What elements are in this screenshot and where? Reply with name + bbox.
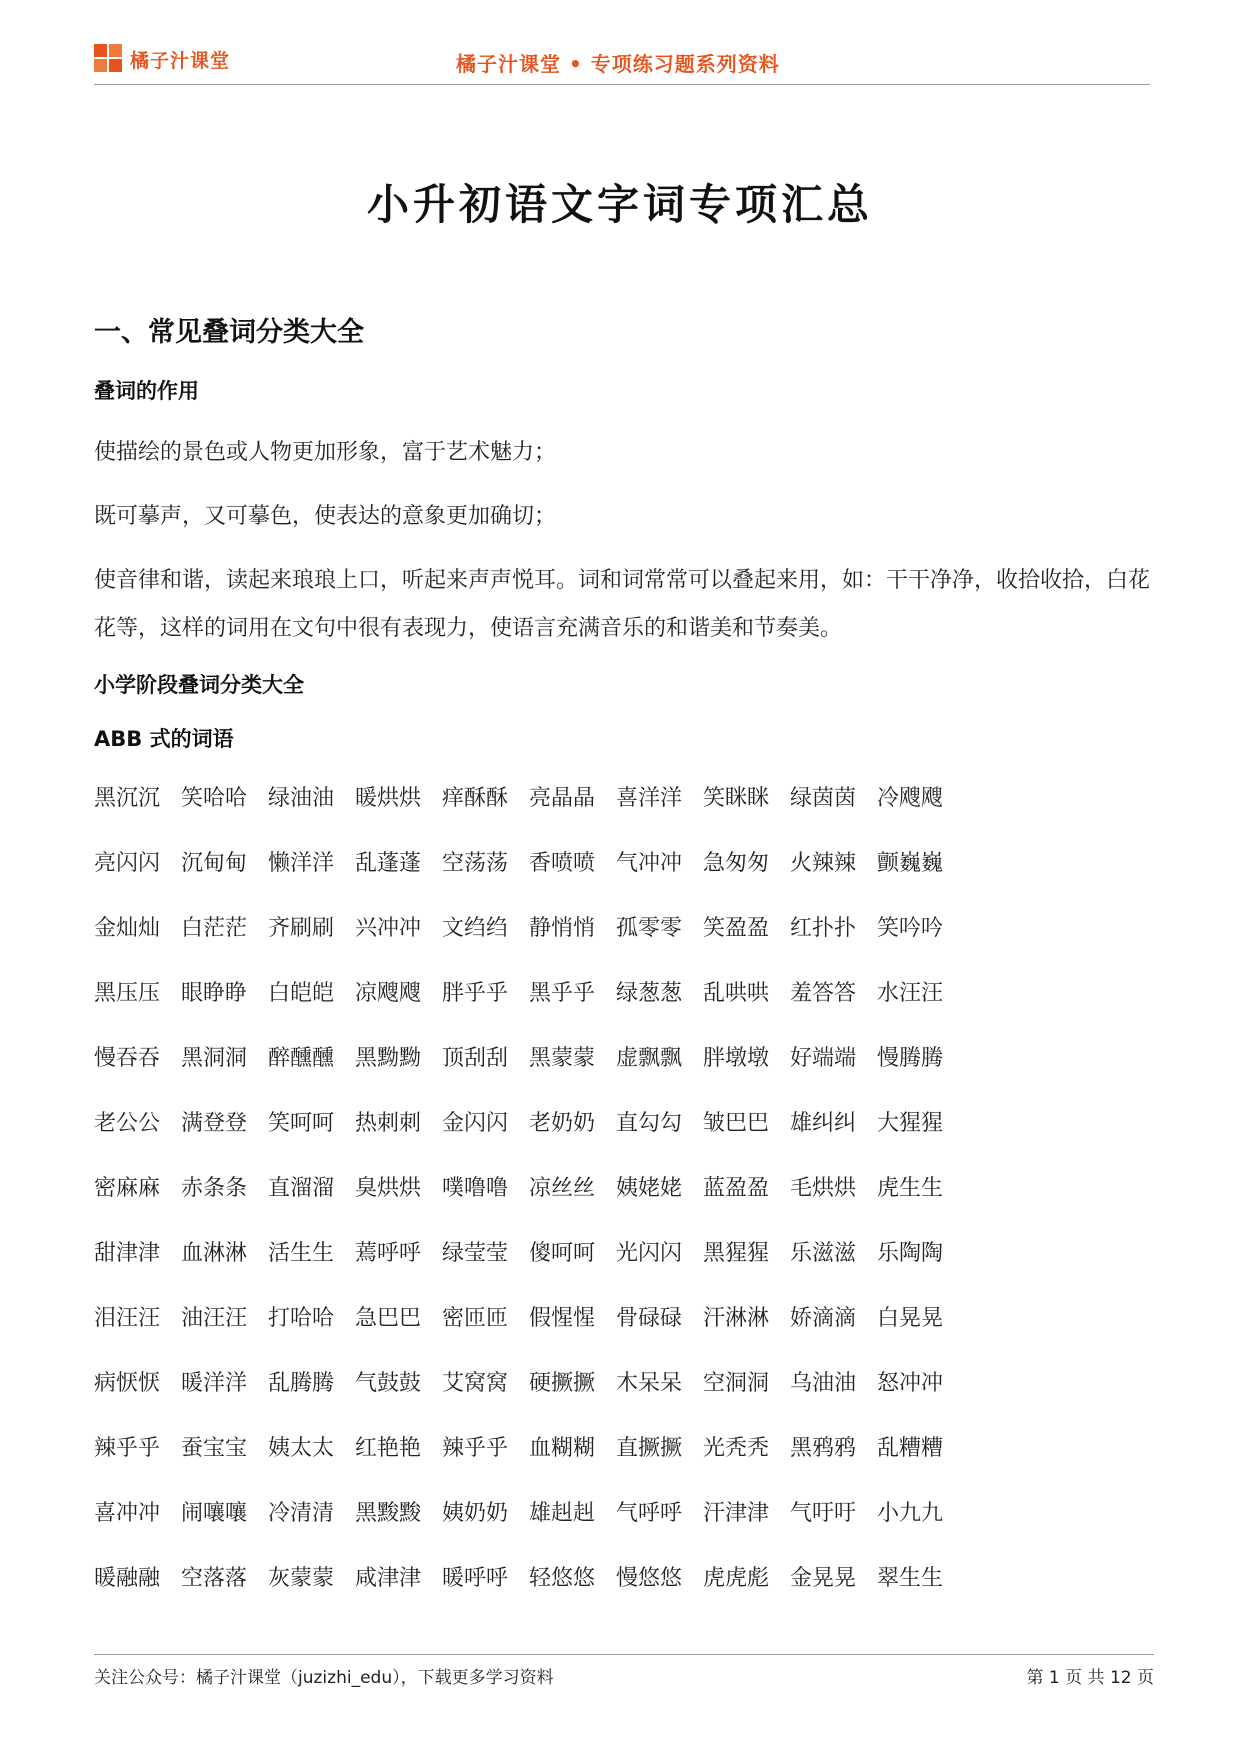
word-item: 雄赳赳 xyxy=(529,1501,596,1526)
word-item: 笑哈哈 xyxy=(181,786,248,811)
word-item: 蚕宝宝 xyxy=(181,1436,248,1461)
word-item: 慢悠悠 xyxy=(616,1566,683,1591)
word-item: 乱糟糟 xyxy=(877,1436,944,1461)
word-item: 假惺惺 xyxy=(529,1306,596,1331)
word-item: 气冲冲 xyxy=(616,851,683,876)
brand-logo xyxy=(94,44,230,74)
word-item: 傻呵呵 xyxy=(529,1241,596,1266)
word-item: 骨碌碌 xyxy=(616,1306,683,1331)
word-item: 慢吞吞 xyxy=(94,1046,161,1071)
word-item: 好端端 xyxy=(790,1046,857,1071)
word-item: 虚飘飘 xyxy=(616,1046,683,1071)
word-item: 香喷喷 xyxy=(529,851,596,876)
word-item: 小九九 xyxy=(877,1501,944,1526)
section-heading: 一、常见叠词分类大全 xyxy=(94,317,364,348)
word-item: 乱哄哄 xyxy=(703,981,770,1006)
word-item: 闹嚷嚷 xyxy=(181,1501,248,1526)
word-item: 急匆匆 xyxy=(703,851,770,876)
word-item: 痒酥酥 xyxy=(442,786,509,811)
word-item: 血淋淋 xyxy=(181,1241,248,1266)
word-item: 姨奶奶 xyxy=(442,1501,509,1526)
word-item: 乌油油 xyxy=(790,1371,857,1396)
word-row xyxy=(94,1232,1154,1275)
word-item: 辣乎乎 xyxy=(442,1436,509,1461)
word-item: 气吁吁 xyxy=(790,1501,857,1526)
word-item: 暖烘烘 xyxy=(355,786,422,811)
word-item: 笑眯眯 xyxy=(703,786,770,811)
word-item: 黑鸦鸦 xyxy=(790,1436,857,1461)
word-row xyxy=(94,1557,1154,1600)
word-item: 白晃晃 xyxy=(877,1306,944,1331)
word-item: 雄纠纠 xyxy=(790,1111,857,1136)
word-item: 火辣辣 xyxy=(790,851,857,876)
word-item: 沉甸甸 xyxy=(181,851,248,876)
word-item: 齐刷刷 xyxy=(268,916,335,941)
header-title: 橘子汁课堂 • 专项练习题系列资料 xyxy=(456,52,780,76)
word-item: 暖呼呼 xyxy=(442,1566,509,1591)
logo-squares-icon xyxy=(94,44,124,74)
word-item: 硬撅撅 xyxy=(529,1371,596,1396)
document-body xyxy=(94,300,1154,1622)
word-item: 皱巴巴 xyxy=(703,1111,770,1136)
word-row xyxy=(94,972,1154,1015)
word-row xyxy=(94,1492,1154,1535)
word-item: 泪汪汪 xyxy=(94,1306,161,1331)
word-item: 密麻麻 xyxy=(94,1176,161,1201)
word-item: 亮晶晶 xyxy=(529,786,596,811)
word-item: 凉丝丝 xyxy=(529,1176,596,1201)
word-item: 艾窝窝 xyxy=(442,1371,509,1396)
subheading-abb: ABB 式的词语 xyxy=(94,727,234,751)
word-item: 密匝匝 xyxy=(442,1306,509,1331)
word-item: 姨姥姥 xyxy=(616,1176,683,1201)
word-row xyxy=(94,842,1154,885)
word-item: 笑盈盈 xyxy=(703,916,770,941)
word-item: 胖墩墩 xyxy=(703,1046,770,1071)
logo-text: 橘子汁课堂 xyxy=(130,49,231,72)
word-item: 噗噜噜 xyxy=(442,1176,509,1201)
word-item: 红扑扑 xyxy=(790,916,857,941)
word-item: 大猩猩 xyxy=(877,1111,944,1136)
abb-word-list xyxy=(94,777,1154,1600)
document-title: 小升初语文字词专项汇总 xyxy=(366,180,873,229)
word-item: 娇滴滴 xyxy=(790,1306,857,1331)
word-item: 乐陶陶 xyxy=(877,1241,944,1266)
word-item: 孤零零 xyxy=(616,916,683,941)
word-item: 灰蒙蒙 xyxy=(268,1566,335,1591)
word-item: 喜洋洋 xyxy=(616,786,683,811)
word-item: 暖洋洋 xyxy=(181,1371,248,1396)
word-item: 黑沉沉 xyxy=(94,786,161,811)
word-row xyxy=(94,1427,1154,1470)
word-item: 咸津津 xyxy=(355,1566,422,1591)
word-item: 姨太太 xyxy=(268,1436,335,1461)
word-row xyxy=(94,907,1154,950)
paragraph: 使音律和谐，读起来琅琅上口，听起来声声悦耳。词和词常常可以叠起来用，如：干干净净，收拾收拾，白花花等，这样的词用在文句中很有表现力，使语言充满音乐的和谐美和节奏美。 xyxy=(94,568,1151,641)
word-item: 怒冲冲 xyxy=(877,1371,944,1396)
word-row xyxy=(94,1102,1154,1145)
word-item: 老公公 xyxy=(94,1111,161,1136)
word-item: 绿葱葱 xyxy=(616,981,683,1006)
word-item: 活生生 xyxy=(268,1241,335,1266)
word-item: 病恹恹 xyxy=(94,1371,161,1396)
word-row xyxy=(94,1167,1154,1210)
word-item: 黑乎乎 xyxy=(529,981,596,1006)
word-item: 急巴巴 xyxy=(355,1306,422,1331)
word-item: 甜津津 xyxy=(94,1241,161,1266)
word-item: 慢腾腾 xyxy=(877,1046,944,1071)
word-item: 辣乎乎 xyxy=(94,1436,161,1461)
page-header xyxy=(94,40,1150,85)
word-item: 黑压压 xyxy=(94,981,161,1006)
word-item: 金灿灿 xyxy=(94,916,161,941)
word-item: 光闪闪 xyxy=(616,1241,683,1266)
word-item: 乱蓬蓬 xyxy=(355,851,422,876)
word-item: 静悄悄 xyxy=(529,916,596,941)
word-item: 白茫茫 xyxy=(181,916,248,941)
word-item: 翠生生 xyxy=(877,1566,944,1591)
word-item: 绿茵茵 xyxy=(790,786,857,811)
word-item: 轻悠悠 xyxy=(529,1566,596,1591)
word-item: 木呆呆 xyxy=(616,1371,683,1396)
word-item: 笑呵呵 xyxy=(268,1111,335,1136)
page-footer xyxy=(94,1654,1154,1688)
word-row xyxy=(94,1037,1154,1080)
subheading-role: 叠词的作用 xyxy=(94,379,199,403)
word-item: 冷清清 xyxy=(268,1501,335,1526)
word-item: 冷飕飕 xyxy=(877,786,944,811)
word-item: 空洞洞 xyxy=(703,1371,770,1396)
paragraph: 使描绘的景色或人物更加形象，富于艺术魅力； xyxy=(94,440,557,465)
word-item: 红艳艳 xyxy=(355,1436,422,1461)
word-item: 黑洞洞 xyxy=(181,1046,248,1071)
word-item: 兴冲冲 xyxy=(355,916,422,941)
word-item: 黑猩猩 xyxy=(703,1241,770,1266)
word-item: 水汪汪 xyxy=(877,981,944,1006)
word-item: 臭烘烘 xyxy=(355,1176,422,1201)
word-item: 毛烘烘 xyxy=(790,1176,857,1201)
word-item: 打哈哈 xyxy=(268,1306,335,1331)
word-item: 光秃秃 xyxy=(703,1436,770,1461)
word-item: 绿莹莹 xyxy=(442,1241,509,1266)
word-item: 老奶奶 xyxy=(529,1111,596,1136)
word-item: 汗淋淋 xyxy=(703,1306,770,1331)
word-item: 乐滋滋 xyxy=(790,1241,857,1266)
word-item: 气鼓鼓 xyxy=(355,1371,422,1396)
word-row xyxy=(94,1297,1154,1340)
word-row xyxy=(94,777,1154,820)
word-item: 虎虎彪 xyxy=(703,1566,770,1591)
word-item: 懒洋洋 xyxy=(268,851,335,876)
word-item: 羞答答 xyxy=(790,981,857,1006)
word-item: 绿油油 xyxy=(268,786,335,811)
word-item: 蔫呼呼 xyxy=(355,1241,422,1266)
word-item: 颤巍巍 xyxy=(877,851,944,876)
word-item: 凉飕飕 xyxy=(355,981,422,1006)
word-item: 直溜溜 xyxy=(268,1176,335,1201)
word-row xyxy=(94,1362,1154,1405)
word-item: 醉醺醺 xyxy=(268,1046,335,1071)
word-item: 热刺刺 xyxy=(355,1111,422,1136)
word-item: 汗津津 xyxy=(703,1501,770,1526)
word-item: 气呼呼 xyxy=(616,1501,683,1526)
word-item: 赤条条 xyxy=(181,1176,248,1201)
word-item: 油汪汪 xyxy=(181,1306,248,1331)
paragraph: 既可摹声，又可摹色，使表达的意象更加确切； xyxy=(94,504,557,529)
word-item: 文绉绉 xyxy=(442,916,509,941)
word-item: 胖乎乎 xyxy=(442,981,509,1006)
word-item: 金闪闪 xyxy=(442,1111,509,1136)
word-item: 眼睁睁 xyxy=(181,981,248,1006)
footer-note: 关注公众号：橘子汁课堂（juzizhi_edu），下载更多学习资料 xyxy=(94,1668,554,1688)
word-item: 黑黢黢 xyxy=(355,1501,422,1526)
word-item: 顶刮刮 xyxy=(442,1046,509,1071)
word-item: 满登登 xyxy=(181,1111,248,1136)
word-item: 笑吟吟 xyxy=(877,916,944,941)
word-item: 虎生生 xyxy=(877,1176,944,1201)
page-number: 第 1 页 共 12 页 xyxy=(1026,1668,1154,1688)
word-item: 空落落 xyxy=(181,1566,248,1591)
subheading-category: 小学阶段叠词分类大全 xyxy=(94,673,304,697)
word-item: 直勾勾 xyxy=(616,1111,683,1136)
word-item: 喜冲冲 xyxy=(94,1501,161,1526)
word-item: 亮闪闪 xyxy=(94,851,161,876)
word-item: 直撅撅 xyxy=(616,1436,683,1461)
word-item: 白皑皑 xyxy=(268,981,335,1006)
word-item: 空荡荡 xyxy=(442,851,509,876)
word-item: 金晃晃 xyxy=(790,1566,857,1591)
word-item: 黑蒙蒙 xyxy=(529,1046,596,1071)
word-item: 黑黝黝 xyxy=(355,1046,422,1071)
word-item: 暖融融 xyxy=(94,1566,161,1591)
word-item: 血糊糊 xyxy=(529,1436,596,1461)
word-item: 乱腾腾 xyxy=(268,1371,335,1396)
word-item: 蓝盈盈 xyxy=(703,1176,770,1201)
